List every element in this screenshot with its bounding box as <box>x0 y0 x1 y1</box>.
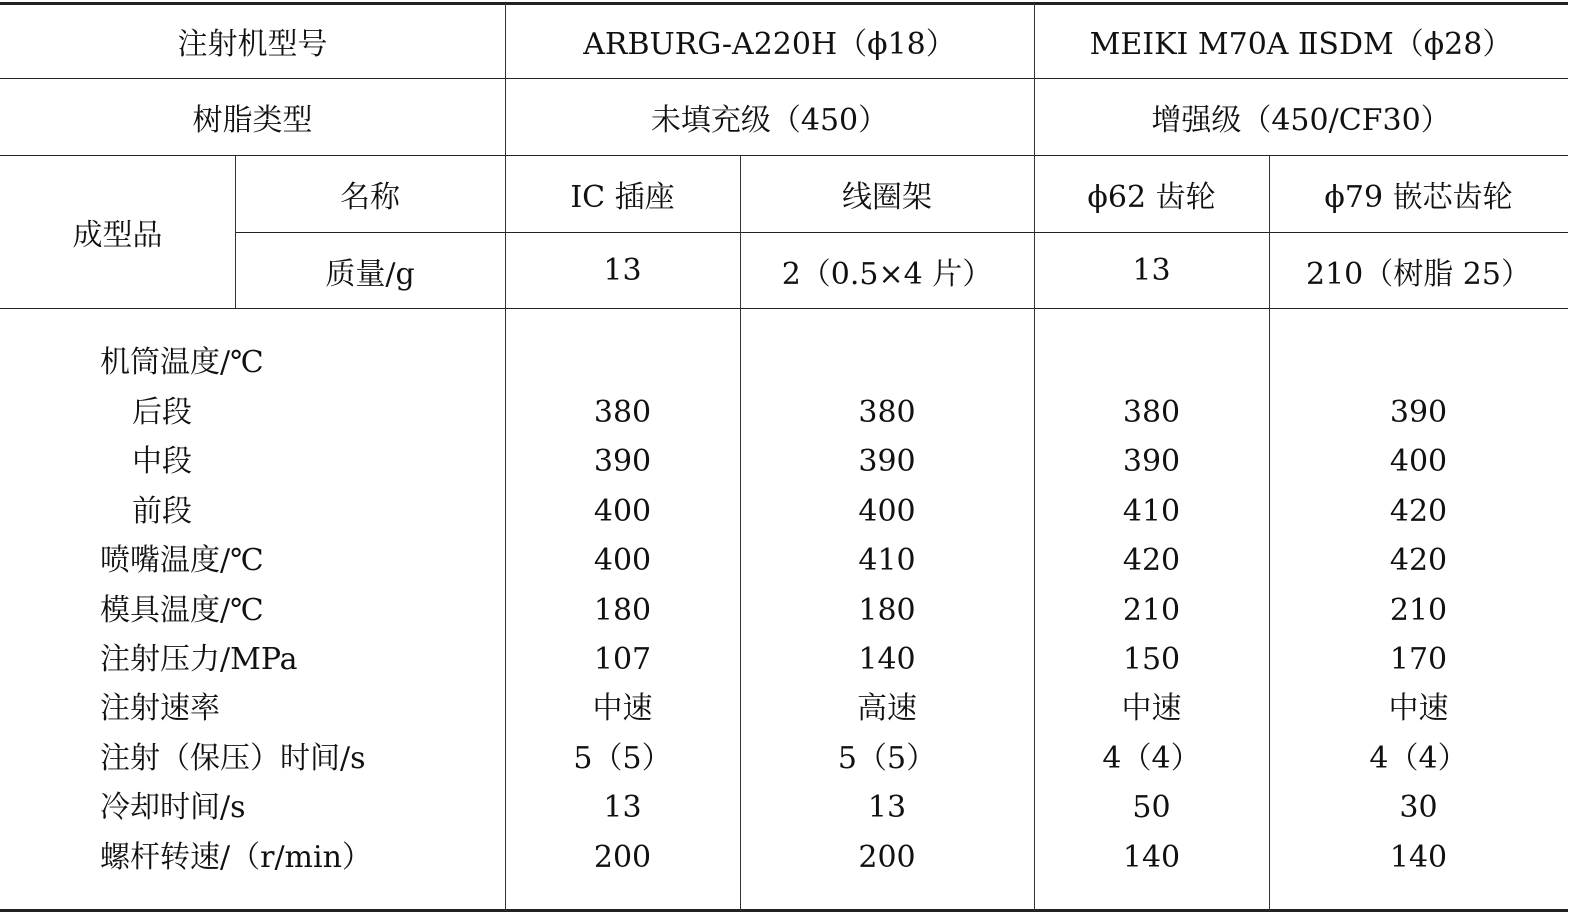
resin-2: 增强级（450/CF30） <box>1151 103 1451 138</box>
cell-value: 400 <box>593 543 652 578</box>
cell-value: 4（4） <box>1102 741 1201 776</box>
cell-value: 390 <box>593 444 652 479</box>
product-mass: 13 <box>603 253 642 288</box>
cell-value: 中速 <box>1388 691 1449 726</box>
cell-value: 390 <box>1389 395 1448 430</box>
row-label: 中段 <box>132 444 192 479</box>
product-name: IC 插座 <box>570 180 675 215</box>
row-label: 前段 <box>132 494 192 529</box>
cell-value: 410 <box>858 543 916 578</box>
product-mass: 13 <box>1132 253 1171 288</box>
cell-value: 30 <box>1399 790 1438 825</box>
cell-value: 380 <box>1122 395 1181 430</box>
machine-2: MEIKI M70A ⅡSDM（ϕ28） <box>1089 27 1513 62</box>
cell-value: 中速 <box>592 691 653 726</box>
cell-value: 140 <box>1122 840 1181 875</box>
row-label: 后段 <box>132 395 192 430</box>
cell-value: 高速 <box>857 691 917 726</box>
product-label: 成型品 <box>72 218 163 253</box>
row-label: 模具温度/℃ <box>100 593 264 628</box>
mass-label: 质量/g <box>325 256 415 292</box>
product-mass: 210（树脂 25） <box>1306 256 1531 292</box>
product-name: ϕ62 齿轮 <box>1087 180 1216 215</box>
cell-value: 中速 <box>1121 691 1182 726</box>
cell-value: 50 <box>1132 790 1171 825</box>
cell-value: 400 <box>1389 444 1448 479</box>
cell-value: 200 <box>858 840 916 875</box>
row-label: 机筒温度/℃ <box>100 345 264 380</box>
cell-value: 140 <box>858 642 916 677</box>
cell-value: 420 <box>1389 494 1448 529</box>
cell-value: 180 <box>858 593 916 628</box>
row-label: 注射速率 <box>100 691 220 726</box>
cell-value: 210 <box>1122 593 1181 628</box>
cell-value: 390 <box>1122 444 1181 479</box>
cell-value: 420 <box>1122 543 1181 578</box>
cell-value: 180 <box>593 593 652 628</box>
resin-1: 未填充级（450） <box>650 103 889 138</box>
row-label: 注射压力/MPa <box>100 642 298 677</box>
cell-value: 5（5） <box>837 741 937 776</box>
bottom-rule <box>0 909 1568 912</box>
row-label: 冷却时间/s <box>100 790 246 825</box>
cell-value: 400 <box>858 494 916 529</box>
cell-value: 200 <box>593 840 652 875</box>
resin-label: 树脂类型 <box>192 103 313 138</box>
cell-value: 410 <box>1122 494 1181 529</box>
cell-value: 13 <box>867 790 907 825</box>
cell-value: 5（5） <box>573 741 672 776</box>
row-label: 喷嘴温度/℃ <box>100 543 264 578</box>
cell-value: 390 <box>858 444 916 479</box>
row-label: 注射（保压）时间/s <box>100 741 366 776</box>
cell-value: 400 <box>593 494 652 529</box>
cell-value: 140 <box>1389 840 1448 875</box>
product-name: 线圈架 <box>842 180 932 215</box>
cell-value: 107 <box>593 642 652 677</box>
row-label: 螺杆转速/（r/min） <box>100 840 372 875</box>
machine-1: ARBURG-A220H（ϕ18） <box>583 27 956 62</box>
name-label: 名称 <box>340 180 400 215</box>
cell-value: 380 <box>593 395 652 430</box>
cell-value: 150 <box>1122 642 1181 677</box>
machine-label: 注射机型号 <box>177 27 328 62</box>
product-name: ϕ79 嵌芯齿轮 <box>1324 180 1513 215</box>
cell-value: 4（4） <box>1369 741 1468 776</box>
cell-value: 420 <box>1389 543 1448 578</box>
cell-value: 13 <box>603 790 642 825</box>
cell-value: 380 <box>858 395 916 430</box>
product-mass: 2（0.5×4 片） <box>781 256 993 292</box>
cell-value: 170 <box>1389 642 1448 677</box>
cell-value: 210 <box>1389 593 1448 628</box>
